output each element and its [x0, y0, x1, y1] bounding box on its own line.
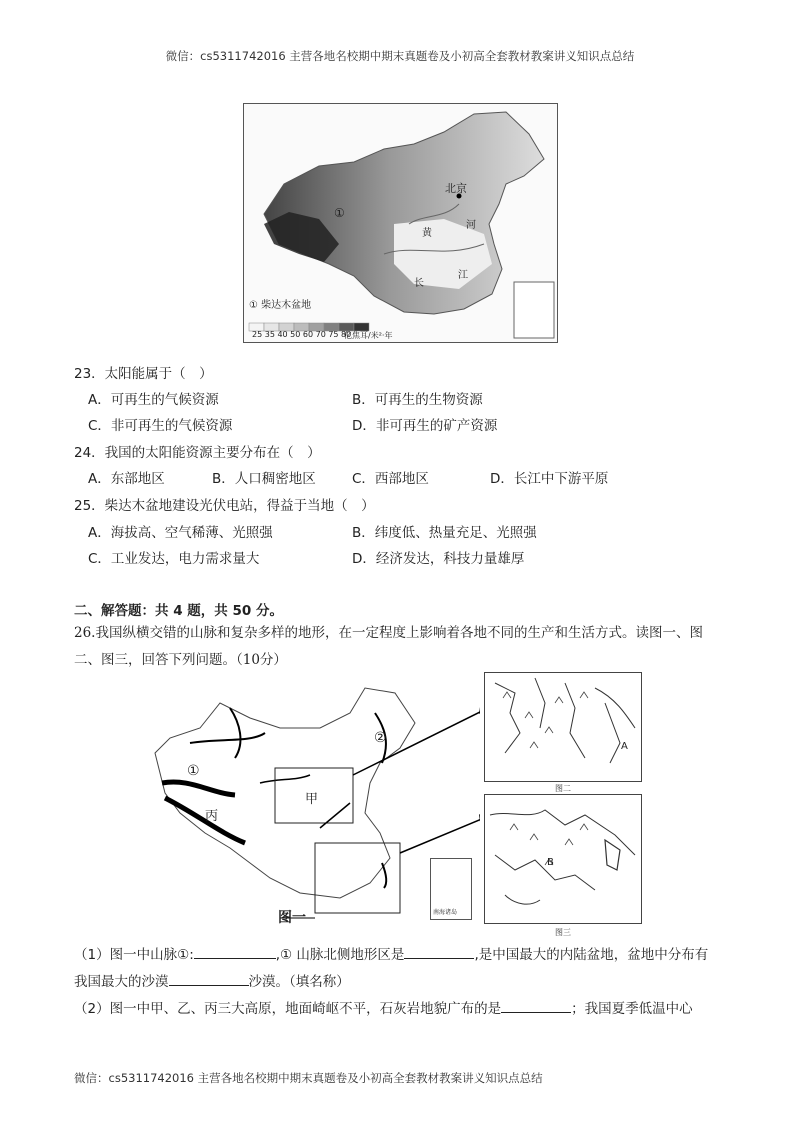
- label-yangtze-2: 江: [458, 270, 468, 281]
- map-label-1: ①: [187, 763, 200, 779]
- page-header: 微信：cs5311742016 主营各地名校期中期末真题卷及小初高全套教材教案讲义知识点总结: [165, 49, 635, 63]
- question-23-stem: 23．太阳能属于（ ）: [74, 366, 213, 382]
- figure-2-map: [484, 672, 642, 793]
- page-footer: 微信：cs5311742016 主营各地名校期中期末真题卷及小初高全套教材教案讲义知识点总结: [74, 1071, 543, 1085]
- q24-option-a: A．东部地区: [88, 471, 165, 487]
- map-label-bing: 丙: [205, 809, 219, 824]
- label-yangtze-1: 长: [414, 278, 424, 289]
- scale-ticks: 25 35 40 50 60 70 75 80: [252, 330, 352, 339]
- answer-blank-3[interactable]: [169, 971, 249, 986]
- q26-intro-line-2: 二、图三，回答下列问题。（10分）: [74, 652, 287, 668]
- scale-unit: 亿焦耳/米²·年: [344, 331, 393, 340]
- inset-caption: 南海诸岛: [433, 909, 458, 916]
- figure-3-map: [484, 794, 642, 937]
- question-25-stem: 25．柴达木盆地建设光伏电站，得益于当地（ ）: [74, 498, 375, 514]
- sub-question-1: [74, 942, 734, 969]
- q25-option-a: A．海拔高、空气稀薄、光照强: [88, 525, 273, 541]
- south-china-sea-inset: [430, 858, 472, 920]
- sub1-text-d: 我国最大的沙漠: [74, 974, 169, 990]
- q23-option-c: C．非可再生的气候资源: [88, 418, 233, 434]
- legend-note: ① 柴达木盆地: [249, 300, 312, 311]
- q25-option-d: D．经济发达，科技力量雄厚: [352, 551, 525, 567]
- figure-3-graphic: [485, 795, 641, 915]
- q23-option-b: B．可再生的生物资源: [352, 392, 483, 408]
- question-24-stem: 24．我国的太阳能资源主要分布在（ ）: [74, 445, 321, 461]
- label-yellow-river-2: 河: [466, 220, 476, 231]
- figure-2-caption: 图二: [555, 784, 571, 793]
- q24-option-b: B．人口稠密地区: [212, 471, 316, 487]
- q25-option-c: C．工业发达，电力需求量大: [88, 551, 260, 567]
- terrain-outline-map: [150, 683, 480, 928]
- figure-2-graphic: [485, 673, 641, 773]
- q24-option-c: C．西部地区: [352, 471, 429, 487]
- solar-radiation-map: [243, 103, 558, 343]
- figure-1-caption: 图一: [278, 910, 306, 926]
- label-yellow-river-1: 黄: [422, 228, 432, 239]
- label-marker-1: ①: [334, 206, 345, 220]
- figure-2-label-a: A: [621, 741, 628, 752]
- sub1-text-a: （1）图一中山脉①:: [74, 947, 194, 963]
- sub1-text-e: 沙漠。（填名称）: [248, 974, 350, 990]
- map-label-2: ②: [374, 730, 387, 746]
- map-label-jia: 甲: [305, 792, 319, 807]
- figure-3-caption: 图三: [555, 928, 571, 937]
- sub-question-2: [74, 996, 734, 1023]
- q23-option-d: D．非可再生的矿产资源: [352, 418, 498, 434]
- figure-3-label-b: B: [547, 857, 554, 868]
- answer-blank-4[interactable]: [501, 998, 571, 1013]
- sub1-text-b: ,① 山脉北侧地形区是: [275, 947, 405, 963]
- q24-option-d: D．长江中下游平原: [490, 471, 609, 487]
- sub2-text-b: ；我国夏季低温中心: [571, 1001, 693, 1017]
- sub1-text-c: ,是中国最大的内陆盆地，盆地中分布有: [474, 947, 709, 963]
- q25-option-b: B．纬度低、热量充足、光照强: [352, 525, 537, 541]
- answer-blank-1[interactable]: [194, 944, 276, 959]
- section-title: 二、解答题：共 4 题，共 50 分。: [74, 603, 283, 619]
- q26-intro-line-1: 26.我国纵横交错的山脉和复杂多样的地形，在一定程度上影响着各地不同的生产和生活方式。读图一、图: [74, 625, 703, 641]
- answer-blank-2[interactable]: [404, 944, 474, 959]
- q23-option-a: A．可再生的气候资源: [88, 392, 219, 408]
- sub-question-1-cont: [74, 969, 734, 996]
- sub2-text-a: （2）图一中甲、乙、丙三大高原，地面崎岖不平，石灰岩地貌广布的是: [74, 1001, 502, 1017]
- label-beijing: 北京: [445, 182, 467, 195]
